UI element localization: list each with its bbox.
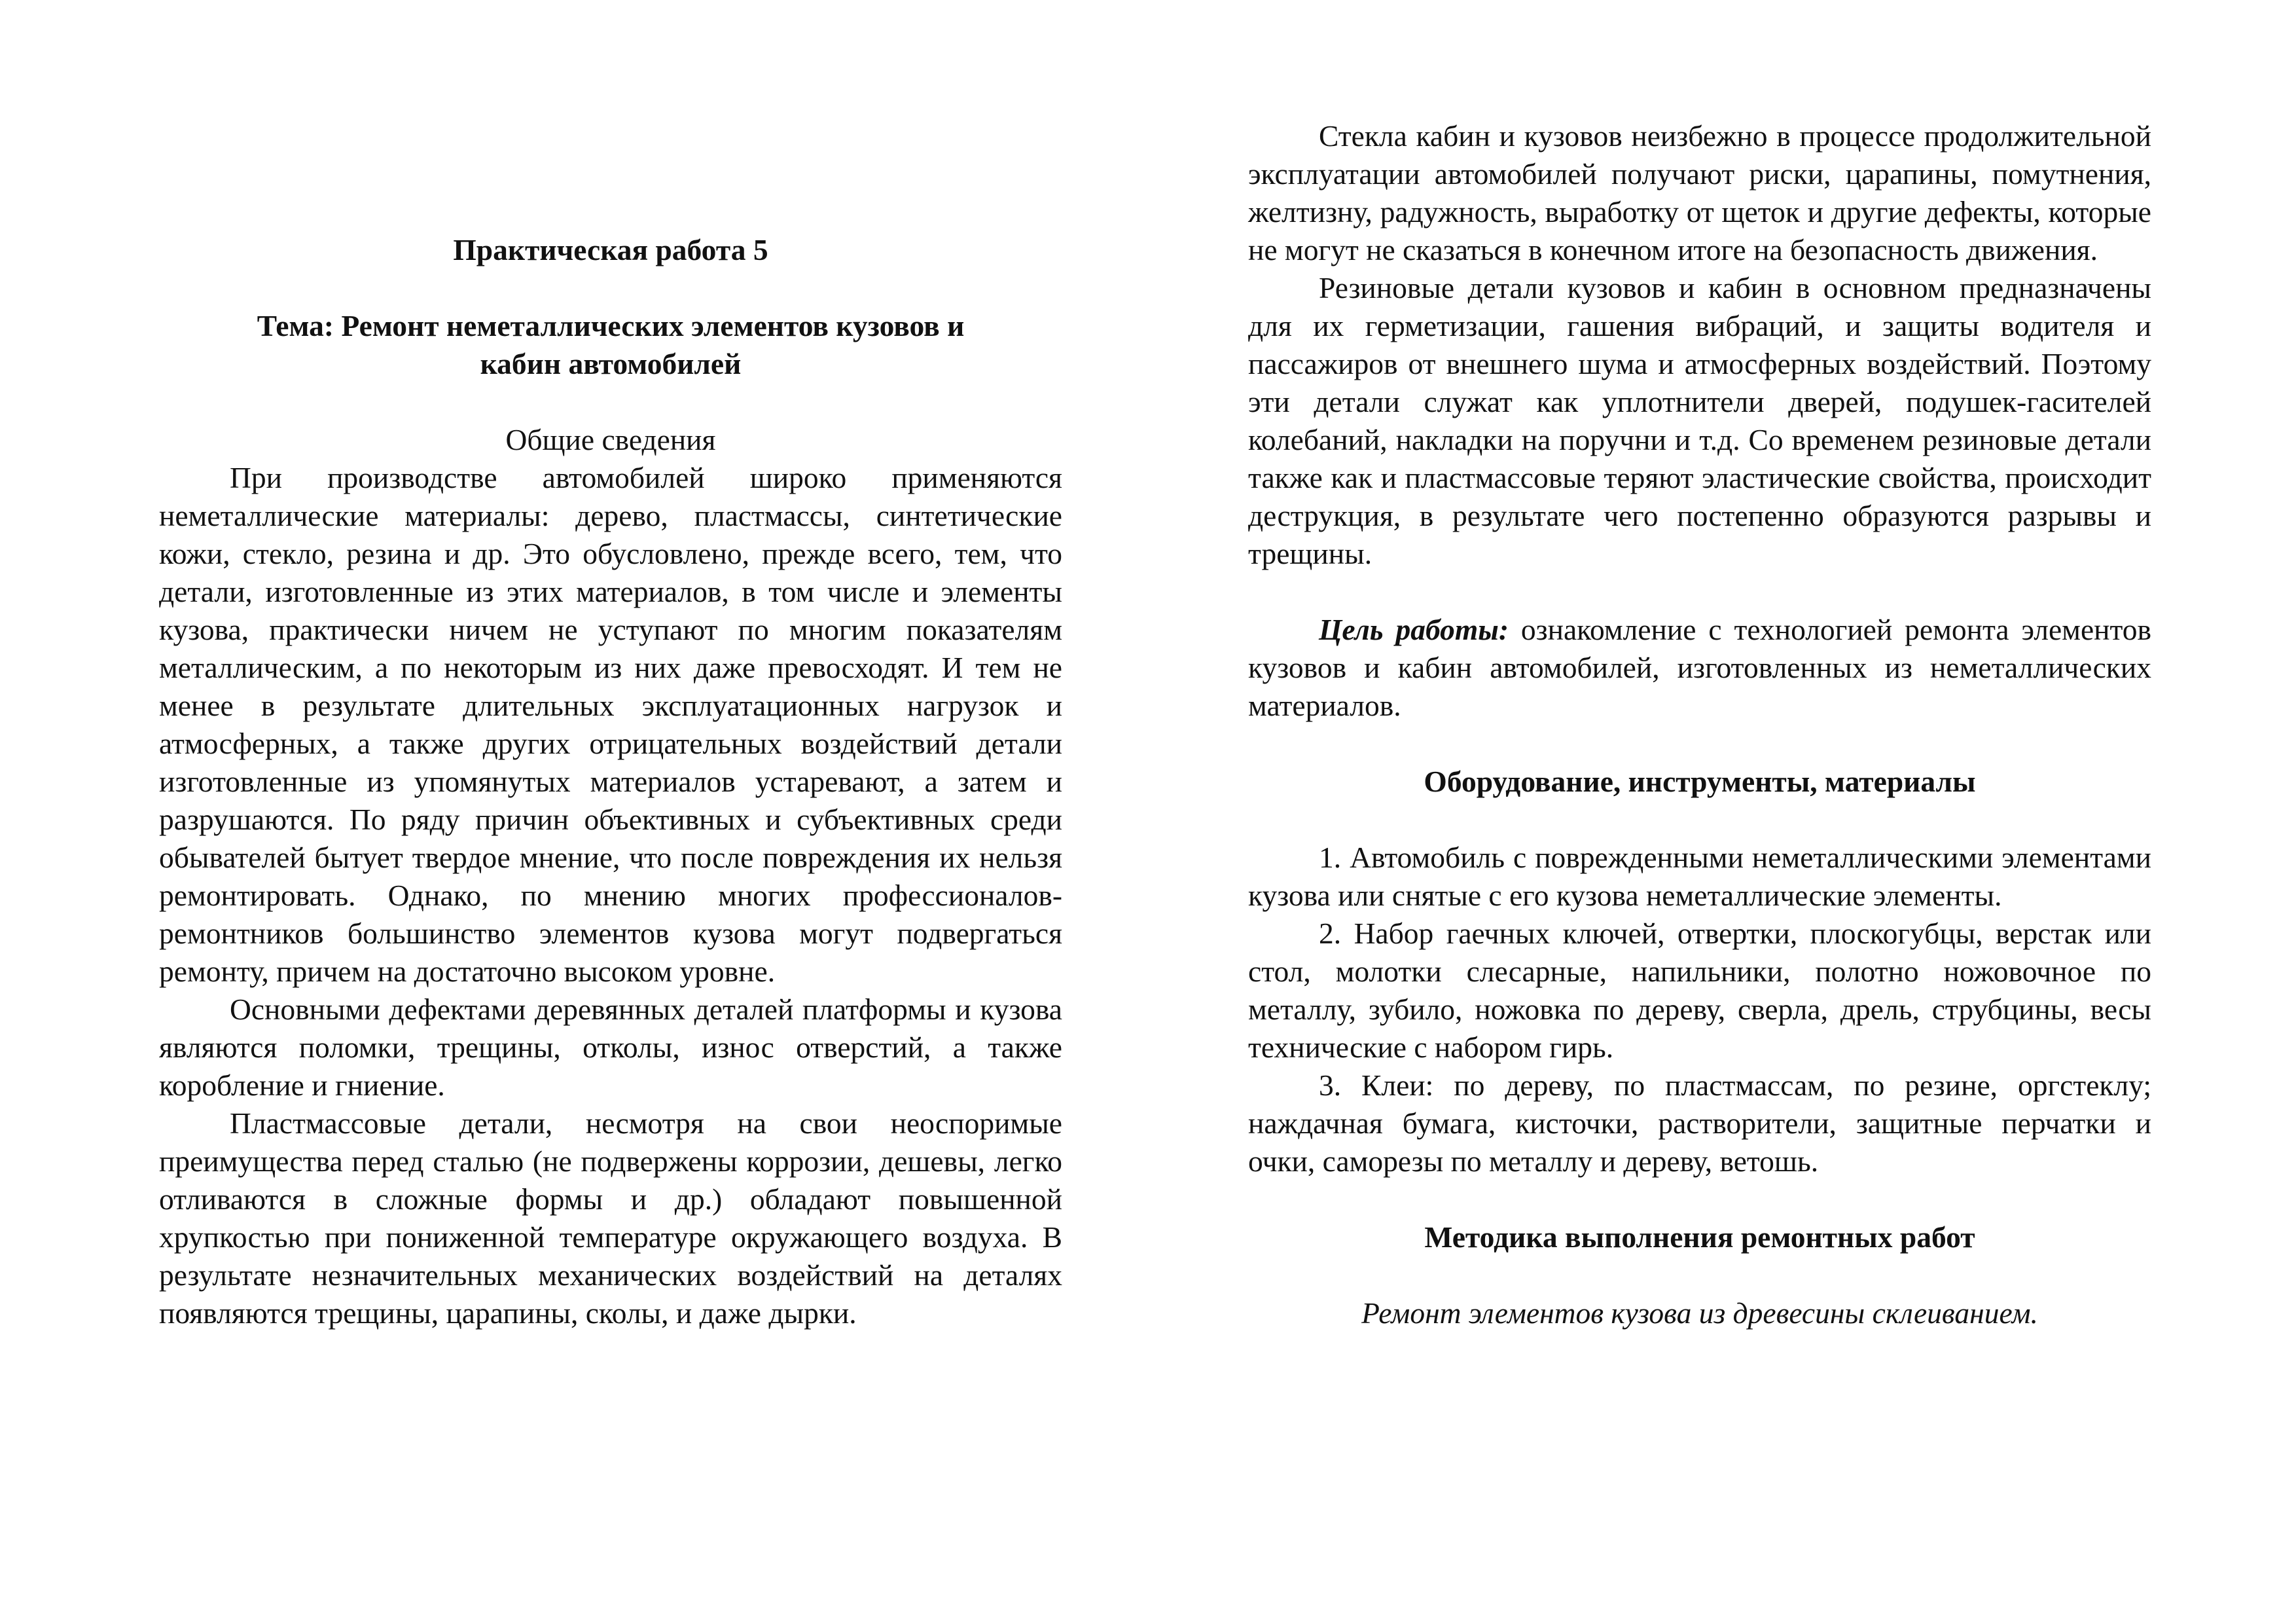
section-title-general: Общие сведения bbox=[505, 423, 716, 456]
goal-label: Цель работы: bbox=[1319, 613, 1509, 646]
equipment-item-1: 1. Автомобиль с поврежденными неметаллическими элементами кузова или снятые с его кузова неметаллические элементы. bbox=[1248, 841, 2151, 912]
equipment-item-2: 2. Набор гаечных ключей, отвертки, плоскогубцы, верстак или стол, молотки слесарные, напильники, полотно ножовочное по металлу, зубило, ножовка по дереву, сверла, дрель, струбцины, весы технические с набором гирь. bbox=[1248, 917, 2151, 1064]
goal-paragraph bbox=[1248, 611, 2151, 725]
paragraph-glass: Стекла кабин и кузовов неизбежно в процессе продолжительной эксплуатации автомобилей получают риски, царапины, помутнения, желтизну, радужность, выработку от щеток и другие дефекты, которые не могут не сказаться в конечном итоге на безопасность движения. bbox=[1248, 119, 2151, 266]
right-page bbox=[1248, 0, 2151, 1332]
equipment-title: Оборудование, инструменты, материалы bbox=[1424, 765, 1976, 798]
equipment-item-3: 3. Клеи: по дереву, по пластмассам, по резине, оргстеклу; наждачная бумага, кисточки, растворители, защитные перчатки и очки, саморезы по металлу и дереву, ветошь. bbox=[1248, 1068, 2151, 1178]
method-subtitle: Ремонт элементов кузова из древесины склеиванием. bbox=[1361, 1296, 2038, 1330]
topic-title-line1: Тема: Ремонт неметаллических элементов кузовов и bbox=[257, 309, 965, 342]
topic-title-line2: кабин автомобилей bbox=[480, 347, 742, 380]
method-title: Методика выполнения ремонтных работ bbox=[1424, 1220, 1975, 1254]
paragraph-plastic-parts: Пластмассовые детали, несмотря на свои неоспоримые преимущества перед сталью (не подвержены коррозии, дешевы, легко отливаются в сложные формы и др.) обладают повышенной хрупкостью при пониженной температуре окружающего воздуха. В результате незначительных механических воздействий на деталях появляются трещины, царапины, сколы, и даже дырки. bbox=[159, 1106, 1062, 1330]
page-title: Практическая работа 5 bbox=[453, 233, 768, 266]
paragraph-rubber: Резиновые детали кузовов и кабин в основном предназначены для их герметизации, гашения вибраций, и защиты водителя и пассажиров от внешнего шума и атмосферных воздействий. Поэтому эти детали служат как уплотнители дверей, подушек-гасителей колебаний, накладки на поручни и т.д. Со временем резиновые детали также как и пластмассовые теряют эластические свойства, происходит деструкция, в результате чего постепенно образуются разрывы и трещины. bbox=[1248, 271, 2151, 570]
goal-text: ознакомление с технологией ремонта элементов кузовов и кабин автомобилей, изготовленных из неметаллических материалов. bbox=[1248, 613, 2152, 722]
paragraph-wood-defects: Основными дефектами деревянных деталей платформы и кузова являются поломки, трещины, отколы, износ отверстий, а также коробление и гниение. bbox=[159, 993, 1062, 1102]
left-page bbox=[159, 0, 1062, 1332]
paragraph-general-1: При производстве автомобилей широко применяются неметаллические материалы: дерево, пластмассы, синтетические кожи, стекло, резина и др. Это обусловлено, прежде всего, тем, что детали, изготовленные из этих материалов, в том числе и элементы кузова, практически ничем не уступают по многим показателям металлическим, а по некоторым из них даже превосходят. И тем не менее в результате длительных эксплуатационных нагрузок и атмосферных, а также других отрицательных воздействий детали изготовленные из упомянутых материалов устаревают, а затем и разрушаются. По ряду причин объективных и субъективных среди обывателей бытует твердое мнение, что после повреждения их нельзя ремонтировать. Однако, по мнению многих профессионалов-ремонтников большинство элементов кузова могут подвергаться ремонту, причем на достаточно высоком уровне. bbox=[159, 461, 1062, 988]
